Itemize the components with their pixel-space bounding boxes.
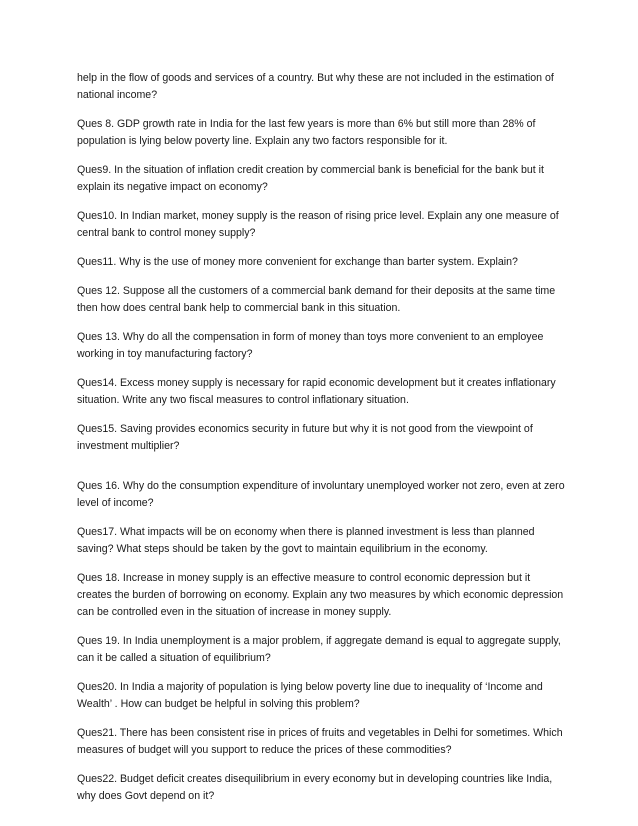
question-paragraph: Ques9. In the situation of inflation credit creation by commercial bank is beneficial for the bank but it explain its negative impact on economy? xyxy=(77,164,544,193)
question-paragraph: Ques21. There has been consistent rise in prices of fruits and vegetables in Delhi for sometimes. Which measures of budget will you support to reduce the prices of these commodities? xyxy=(77,727,563,756)
question-paragraph: Ques 12. Suppose all the customers of a commercial bank demand for their deposits at the same time then how does central bank help to commercial bank in this situation. xyxy=(77,285,556,314)
question-paragraph: Ques20. In India a majority of population is lying below poverty line due to inequality of ‘Income and Wealth’ . How can budget be helpful in solving this problem? xyxy=(77,681,543,710)
question-paragraph: Ques11. Why is the use of money more convenient for exchange than barter system. Explain? xyxy=(77,256,518,268)
question-paragraph: Ques14. Excess money supply is necessary for rapid economic development but it creates inflationary situation. Write any two fiscal measures to control inflationary situation. xyxy=(77,377,556,406)
question-paragraph: Ques17. What impacts will be on economy when there is planned investment is less than planned saving? What steps should be taken by the govt to maintain equilibrium in the economy. xyxy=(77,526,535,555)
question-paragraph: Ques 19. In India unemployment is a major problem, if aggregate demand is equal to aggregate supply, can it be called a situation of equilibrium? xyxy=(77,635,561,664)
question-paragraph: Ques 13. Why do all the compensation in form of money than toys more convenient to an employee working in toy manufacturing factory? xyxy=(77,331,544,360)
question-paragraph: Ques 16. Why do the consumption expenditure of involuntary unemployed worker not zero, even at zero level of income? xyxy=(77,480,565,509)
question-paragraph: Ques22. Budget deficit creates disequilibrium in every economy but in developing countries like India, why does Govt depend on it? xyxy=(77,773,553,802)
question-list xyxy=(77,70,567,817)
question-paragraph: Ques10. In Indian market, money supply is the reason of rising price level. Explain any one measure of central bank to control money supply? xyxy=(77,210,559,239)
question-paragraph: Ques 18. Increase in money supply is an effective measure to control economic depression but it creates the burden of borrowing on economy. Explain any two measures by which economic depression can be controlled even in the situation of increase in money supply. xyxy=(77,572,564,618)
question-paragraph: help in the flow of goods and services of a country. But why these are not included in the estimation of national income? xyxy=(77,72,554,101)
question-paragraph: Ques15. Saving provides economics security in future but why it is not good from the viewpoint of investment multiplier? xyxy=(77,423,533,452)
question-paragraph: Ques 8. GDP growth rate in India for the last few years is more than 6% but still more than 28% of population is lying below poverty line. Explain any two factors responsible for it. xyxy=(77,118,536,147)
